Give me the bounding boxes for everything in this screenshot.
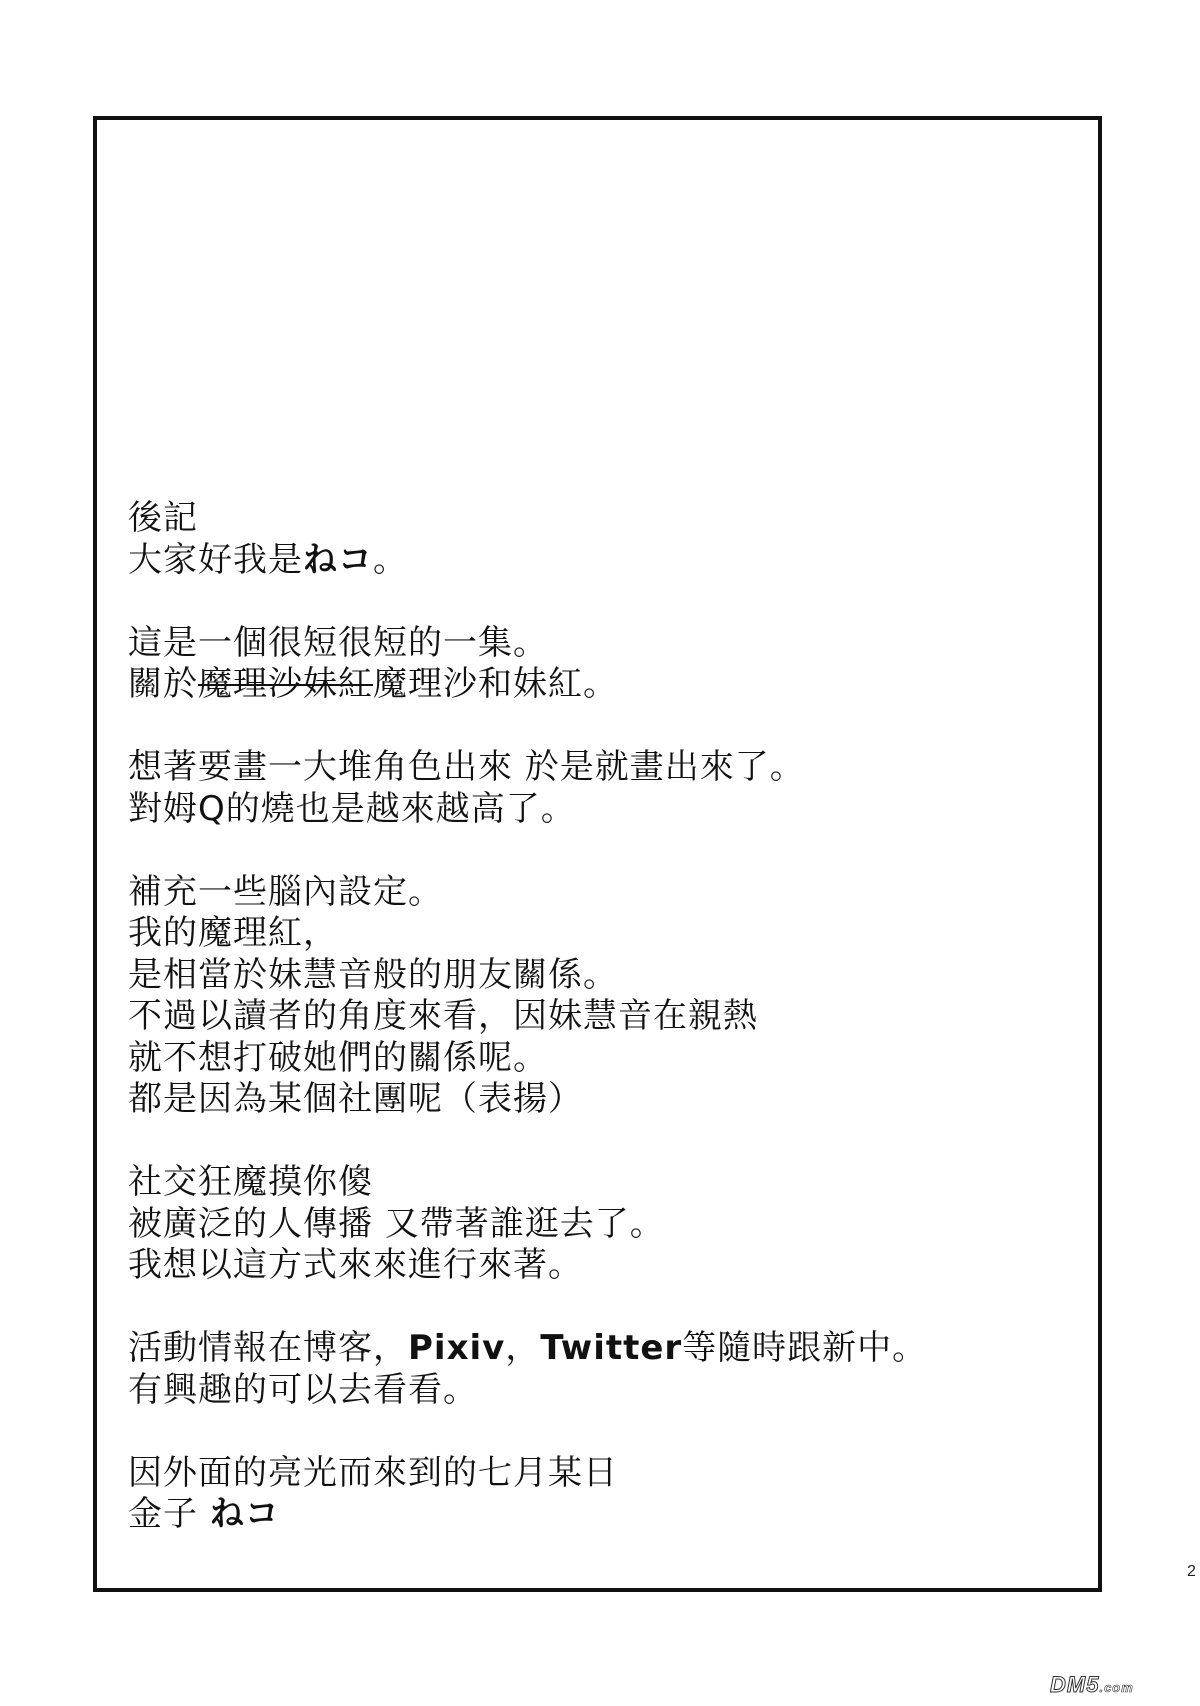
signature-line-1: 因外面的亮光而來到的七月某日 <box>128 1452 618 1493</box>
paragraph-5-line-2: 有興趣的可以去看看。 <box>128 1369 478 1410</box>
signature-prefix: 金子 <box>128 1494 210 1534</box>
signature-name: ねコ <box>209 1494 280 1534</box>
pixiv-text: Pixiv <box>408 1328 506 1368</box>
greeting-suffix: 。 <box>373 539 408 580</box>
paragraph-1-line-2 <box>128 664 1068 706</box>
watermark-main: DM5 <box>1050 1672 1100 1697</box>
author-name: ねコ <box>303 539 373 580</box>
page-number: 2 <box>1187 1563 1196 1580</box>
paragraph-4-line-1: 社交狂魔摸你傻 <box>128 1162 373 1202</box>
signature-line-2 <box>128 1494 1068 1536</box>
paragraph-3-line-6: 都是因為某個社團呢（表揚） <box>128 1079 583 1119</box>
paragraph-3-line-1: 補充一些腦內設定。 <box>128 871 443 912</box>
paragraph-3-line-2: 我的魔理紅， <box>128 913 338 953</box>
p5-l1-suffix: 等隨時跟新中。 <box>682 1328 928 1368</box>
greeting-line <box>128 540 1068 582</box>
watermark-suffix: .com <box>1099 1680 1134 1695</box>
paragraph-4-line-2: 被廣泛的人傳播 又帶著誰逛去了。 <box>128 1203 665 1244</box>
struck-text: 魔理沙妹紅 <box>198 664 373 704</box>
afterword-text <box>128 498 1068 1536</box>
paragraph-5-line-1 <box>128 1328 1068 1370</box>
p5-l1-prefix: 活動情報在博客， <box>128 1328 408 1368</box>
paragraph-3-line-3: 是相當於妹慧音般的朋友關係。 <box>128 954 618 995</box>
p1-l2-prefix: 關於 <box>128 664 198 704</box>
paragraph-3-line-4: 不過以讀者的角度來看，因妹慧音在親熱 <box>128 996 758 1036</box>
paragraph-1-line-1: 這是一個很短很短的一集。 <box>128 622 548 663</box>
afterword-title: 後記 <box>128 498 198 538</box>
paragraph-4-line-3: 我想以這方式來來進行來著。 <box>128 1245 583 1285</box>
paragraph-3-line-5: 就不想打破她們的關係呢。 <box>128 1037 548 1078</box>
site-watermark-logo <box>1050 1672 1190 1700</box>
paragraph-2-line-2: 對姆Q的燒也是越來越高了。 <box>128 788 576 829</box>
paragraph-2-line-1: 想著要畫一大堆角色出來 於是就畫出來了。 <box>128 747 805 787</box>
twitter-text: Twitter <box>540 1328 683 1368</box>
greeting-prefix: 大家好我是 <box>128 539 303 580</box>
p1-l2-suffix: 魔理沙和妹紅。 <box>373 664 618 704</box>
p5-l1-sep: ， <box>505 1328 541 1368</box>
